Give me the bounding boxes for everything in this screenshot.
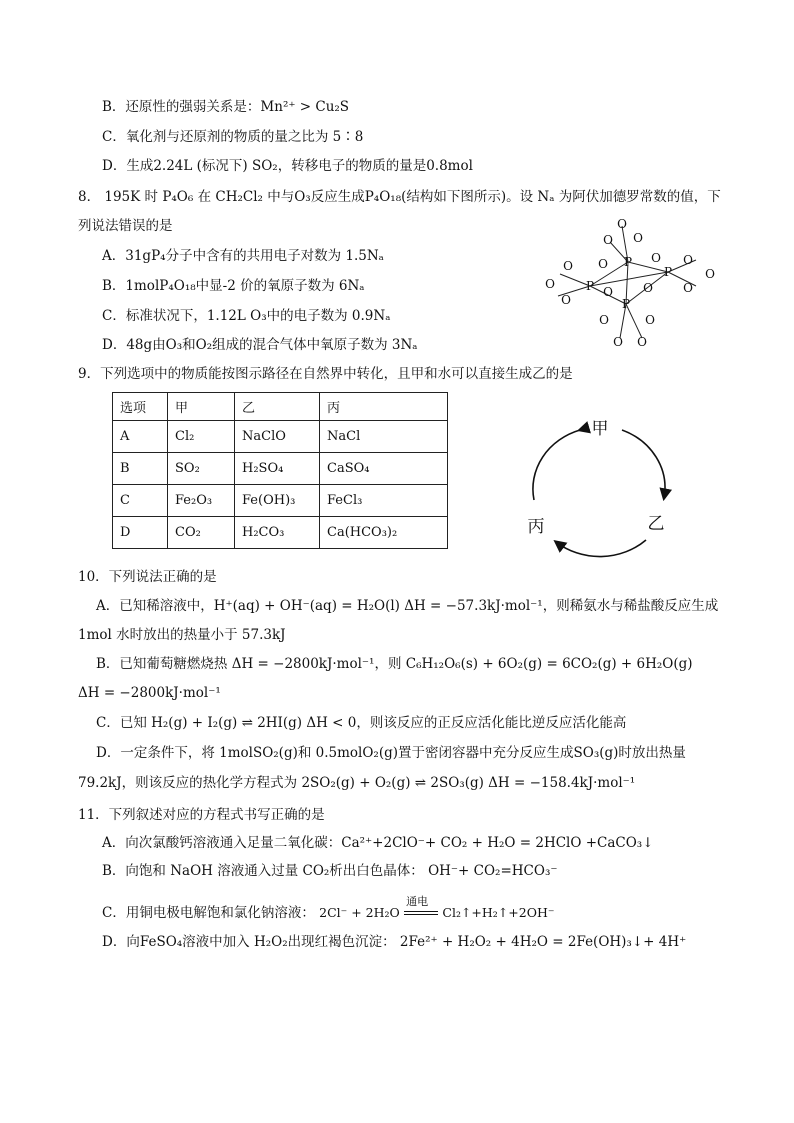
q10-option-b-line2: ΔH = −2800kJ·mol⁻¹	[78, 685, 221, 701]
o-atom: O	[683, 281, 693, 295]
table-cell: Fe(OH)₃	[235, 485, 320, 517]
o-atom: O	[599, 313, 609, 327]
q10-option-a-line1: A．已知稀溶液中，H⁺(aq) + OH⁻(aq) = H₂O(l) ΔH = −57.3kJ·mol⁻¹，则稀氨水与稀盐酸反应生成	[96, 598, 719, 614]
table-cell: C	[113, 485, 168, 517]
table-cell: H₂CO₃	[235, 517, 320, 549]
table-cell: CaSO₄	[320, 453, 448, 485]
q11-option-b: B．向饱和 NaOH 溶液通入过量 CO₂析出白色晶体： OH⁻+ CO₂=HCO₃⁻	[102, 863, 558, 879]
table-cell: D	[113, 517, 168, 549]
table-header: 乙	[235, 393, 320, 421]
q11-option-c-eq-left: 2Cl⁻ + 2H₂O	[319, 905, 400, 920]
cycle-label-jia: 甲	[591, 419, 609, 439]
table-cell: Cl₂	[168, 421, 235, 453]
q8-stem-line1: 8． 195K 时 P₄O₆ 在 CH₂Cl₂ 中与O₃反应生成P₄O₁₈(结构如下图所示)。设 Nₐ 为阿伏加德罗常数的值，下	[78, 189, 721, 205]
table-row	[113, 485, 448, 517]
table-header: 选项	[113, 393, 168, 421]
table-cell: B	[113, 453, 168, 485]
table-row	[113, 517, 448, 549]
table-header-row	[113, 393, 448, 421]
o-atom: O	[645, 313, 655, 327]
p-atom: P	[585, 279, 595, 293]
q10-stem: 10．下列说法正确的是	[78, 569, 217, 585]
q9-options-table	[112, 392, 448, 549]
q11-option-c	[102, 894, 555, 923]
table-cell: Ca(HCO₃)₂	[320, 517, 448, 549]
q7-option-b: B．还原性的强弱关系是：Mn²⁺ > Cu₂S	[102, 99, 350, 115]
q10-option-a-line2: 1mol 水时放出的热量小于 57.3kJ	[78, 627, 286, 643]
q11-option-a: A．向次氯酸钙溶液通入足量二氧化碳：Ca²⁺+2ClO⁻+ CO₂ + H₂O = 2HClO +CaCO₃↓	[102, 835, 654, 851]
o-atom: O	[617, 217, 627, 231]
p-atom: P	[663, 265, 673, 279]
o-atom: O	[643, 281, 653, 295]
o-atom: O	[637, 335, 647, 349]
q8-stem-line2: 列说法错误的是	[78, 218, 173, 234]
o-atom: O	[545, 277, 555, 291]
q11-option-d: D．向FeSO₄溶液中加入 H₂O₂出现红褐色沉淀： 2Fe²⁺ + H₂O₂ + 4H₂O = 2Fe(OH)₃↓+ 4H⁺	[102, 934, 687, 950]
q10-option-c: C．已知 H₂(g) + I₂(g) ⇌ 2HI(g) ΔH < 0，则该反应的正反应活化能比逆反应活化能高	[96, 715, 627, 731]
o-atom: O	[651, 251, 661, 265]
table-cell: NaCl	[320, 421, 448, 453]
q8-option-a: A．31gP₄分子中含有的共用电子对数为 1.5Nₐ	[102, 248, 384, 264]
table-cell: NaClO	[235, 421, 320, 453]
cycle-label-yi: 乙	[647, 514, 665, 534]
q11-stem: 11．下列叙述对应的方程式书写正确的是	[78, 807, 325, 823]
cycle-diagram	[518, 404, 688, 564]
q10-option-d-line1: D．一定条件下，将 1molSO₂(g)和 0.5molO₂(g)置于密闭容器中充分反应生成SO₃(g)时放出热量	[96, 745, 686, 761]
table-header: 甲	[168, 393, 235, 421]
arrow-jia-to-yi	[622, 430, 665, 498]
q11-option-c-eq-right: Cl₂↑+H₂↑+2OH⁻	[442, 905, 555, 920]
o-atom: O	[613, 335, 623, 349]
table-cell: SO₂	[168, 453, 235, 485]
table-cell: FeCl₃	[320, 485, 448, 517]
table-row	[113, 453, 448, 485]
q8-option-d: D．48g由O₃和O₂组成的混合气体中氧原子数为 3Nₐ	[102, 337, 418, 353]
electrolysis-arrow	[404, 894, 438, 923]
table-cell: CO₂	[168, 517, 235, 549]
o-atom: O	[633, 231, 643, 245]
p-atom: P	[621, 297, 631, 311]
q9-stem: 9．下列选项中的物质能按图示路径在自然界中转化，且甲和水可以直接生成乙的是	[78, 366, 573, 382]
o-atom: O	[561, 293, 571, 307]
q11-option-c-label: C．用铜电极电解饱和氯化钠溶液：	[102, 905, 315, 921]
o-atom: O	[563, 259, 573, 273]
p4o18-structure-diagram	[538, 212, 728, 357]
arrow-yi-to-bing	[556, 540, 646, 557]
q7-option-d: D．生成2.24L (标况下) SO₂，转移电子的物质的量是0.8mol	[102, 158, 473, 174]
o-atom: O	[603, 233, 613, 247]
o-atom: O	[603, 285, 613, 299]
table-row	[113, 421, 448, 453]
table-cell: Fe₂O₃	[168, 485, 235, 517]
q8-option-c: C．标准状况下，1.12L O₃中的电子数为 0.9Nₐ	[102, 308, 391, 324]
table-cell: A	[113, 421, 168, 453]
cycle-label-bing: 丙	[527, 517, 545, 537]
electrolysis-condition: 通电	[406, 894, 429, 908]
arrow-bing-to-jia	[533, 430, 580, 500]
q7-option-c: C．氧化剂与还原剂的物质的量之比为 5∶8	[102, 129, 364, 145]
q10-option-b-line1: B．已知葡萄糖燃烧热 ΔH = −2800kJ·mol⁻¹，则 C₆H₁₂O₆(s) + 6O₂(g) = 6CO₂(g) + 6H₂O(g)	[96, 656, 693, 672]
q10-option-d-line2: 79.2kJ，则该反应的热化学方程式为 2SO₂(g) + O₂(g) ⇌ 2SO₃(g) ΔH = −158.4kJ·mol⁻¹	[78, 775, 636, 791]
o-atom: O	[683, 253, 693, 267]
q8-option-b: B．1molP₄O₁₈中显-2 价的氧原子数为 6Nₐ	[102, 278, 365, 294]
o-atom: O	[598, 257, 608, 271]
p-atom: P	[623, 255, 633, 269]
table-cell: H₂SO₄	[235, 453, 320, 485]
o-atom: O	[705, 267, 715, 281]
table-header: 丙	[320, 393, 448, 421]
